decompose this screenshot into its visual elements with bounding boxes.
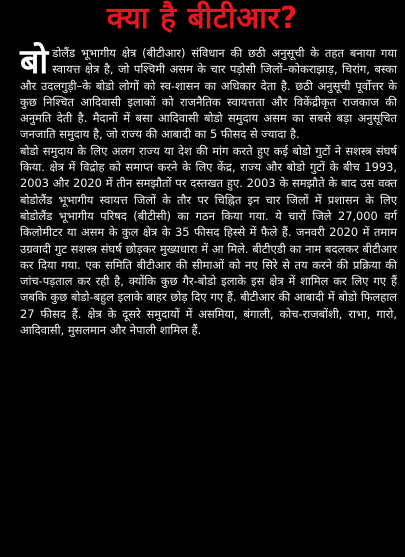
drop-cap: बो (20, 42, 49, 82)
article-paragraph-1 (20, 42, 397, 143)
article-paragraph-2: बोडो समुदाय के लिए अलग राज्य या देश की मांग करते हुए कई बोडो गुटों ने सशस्त्र संघर्ष किया. क्षेत्र में विद्रोह को समाप्त करने के लिए केंद्र, राज्य और बोडो गुटों के बीच 1993, 2003 और 2020 में तीन समझौतों पर दस्तखत हुए. 2003 के समझौते के बाद उस वक्त बोडोलैंड भूभागीय स्वायत्त जिलों के तौर पर चिह्नित इन चार जिलों में प्रशासन के लिए बोडोलैंड भूभागीय परिषद (बीटीसी) का गठन किया गया. ये चारों जिले 27,000 वर्ग किलोमीटर या असम के कुल क्षेत्र के 35 फीसद हिस्से में फैले हैं. जनवरी 2020 में तमाम उग्रवादी गुट सशस्त्र संघर्ष छोड़कर मुख्यधारा में आ मिले. बीटीएडी का नाम बदलकर बीटीआर कर दिया गया. एक समिति बीटीआर की सीमाओं को नए सिरे से तय करने की प्रक्रिया की जांच-पड़ताल कर रही है, क्योंकि कुछ गैर-बोडो इलाके इस क्षेत्र में शामिल कर लिए गए हैं जबकि कुछ बोडो-बहुल इलाके बाहर छोड़ दिए गए हैं. बीटीआर की आबादी में बोडो फिलहाल 27 फीसद हैं. क्षेत्र के दूसरे समुदायों में असमिया, बंगाली, कोच-राजबोंशी, राभा, गारो, आदिवासी, मुसलमान और नेपाली शामिल हैं. (20, 143, 397, 338)
article-body (20, 42, 397, 338)
article-title: क्या है बीटीआर? (106, 1, 299, 36)
paragraph-1-text: डोलैंड भूभागीय क्षेत्र (बीटीआर) संविधान की छठी अनुसूची के तहत बनाया गया स्वायत्त क्षेत्र है, जो पश्चिमी असम के चार पड़ोसी जिलों–कोकराझाड़, चिरांग, बस्का और उदलगुड़ी–के बोडो लोगों को स्व-शासन का अधिकार देता है. छठी अनुसूची पूर्वोत्तर के कुछ निश्चित आदिवासी इलाकों को राजनैतिक स्वायत्तता और विकेंद्रीकृत राजकाज की अनुमति देती है. मैदानों में बसा आदिवासी बोडो समुदाय असम का सबसे बड़ा अनुसूचित जनजाति समुदाय है, जो राज्य की आबादी का 5 फीसद से ज्यादा है. (20, 46, 397, 142)
